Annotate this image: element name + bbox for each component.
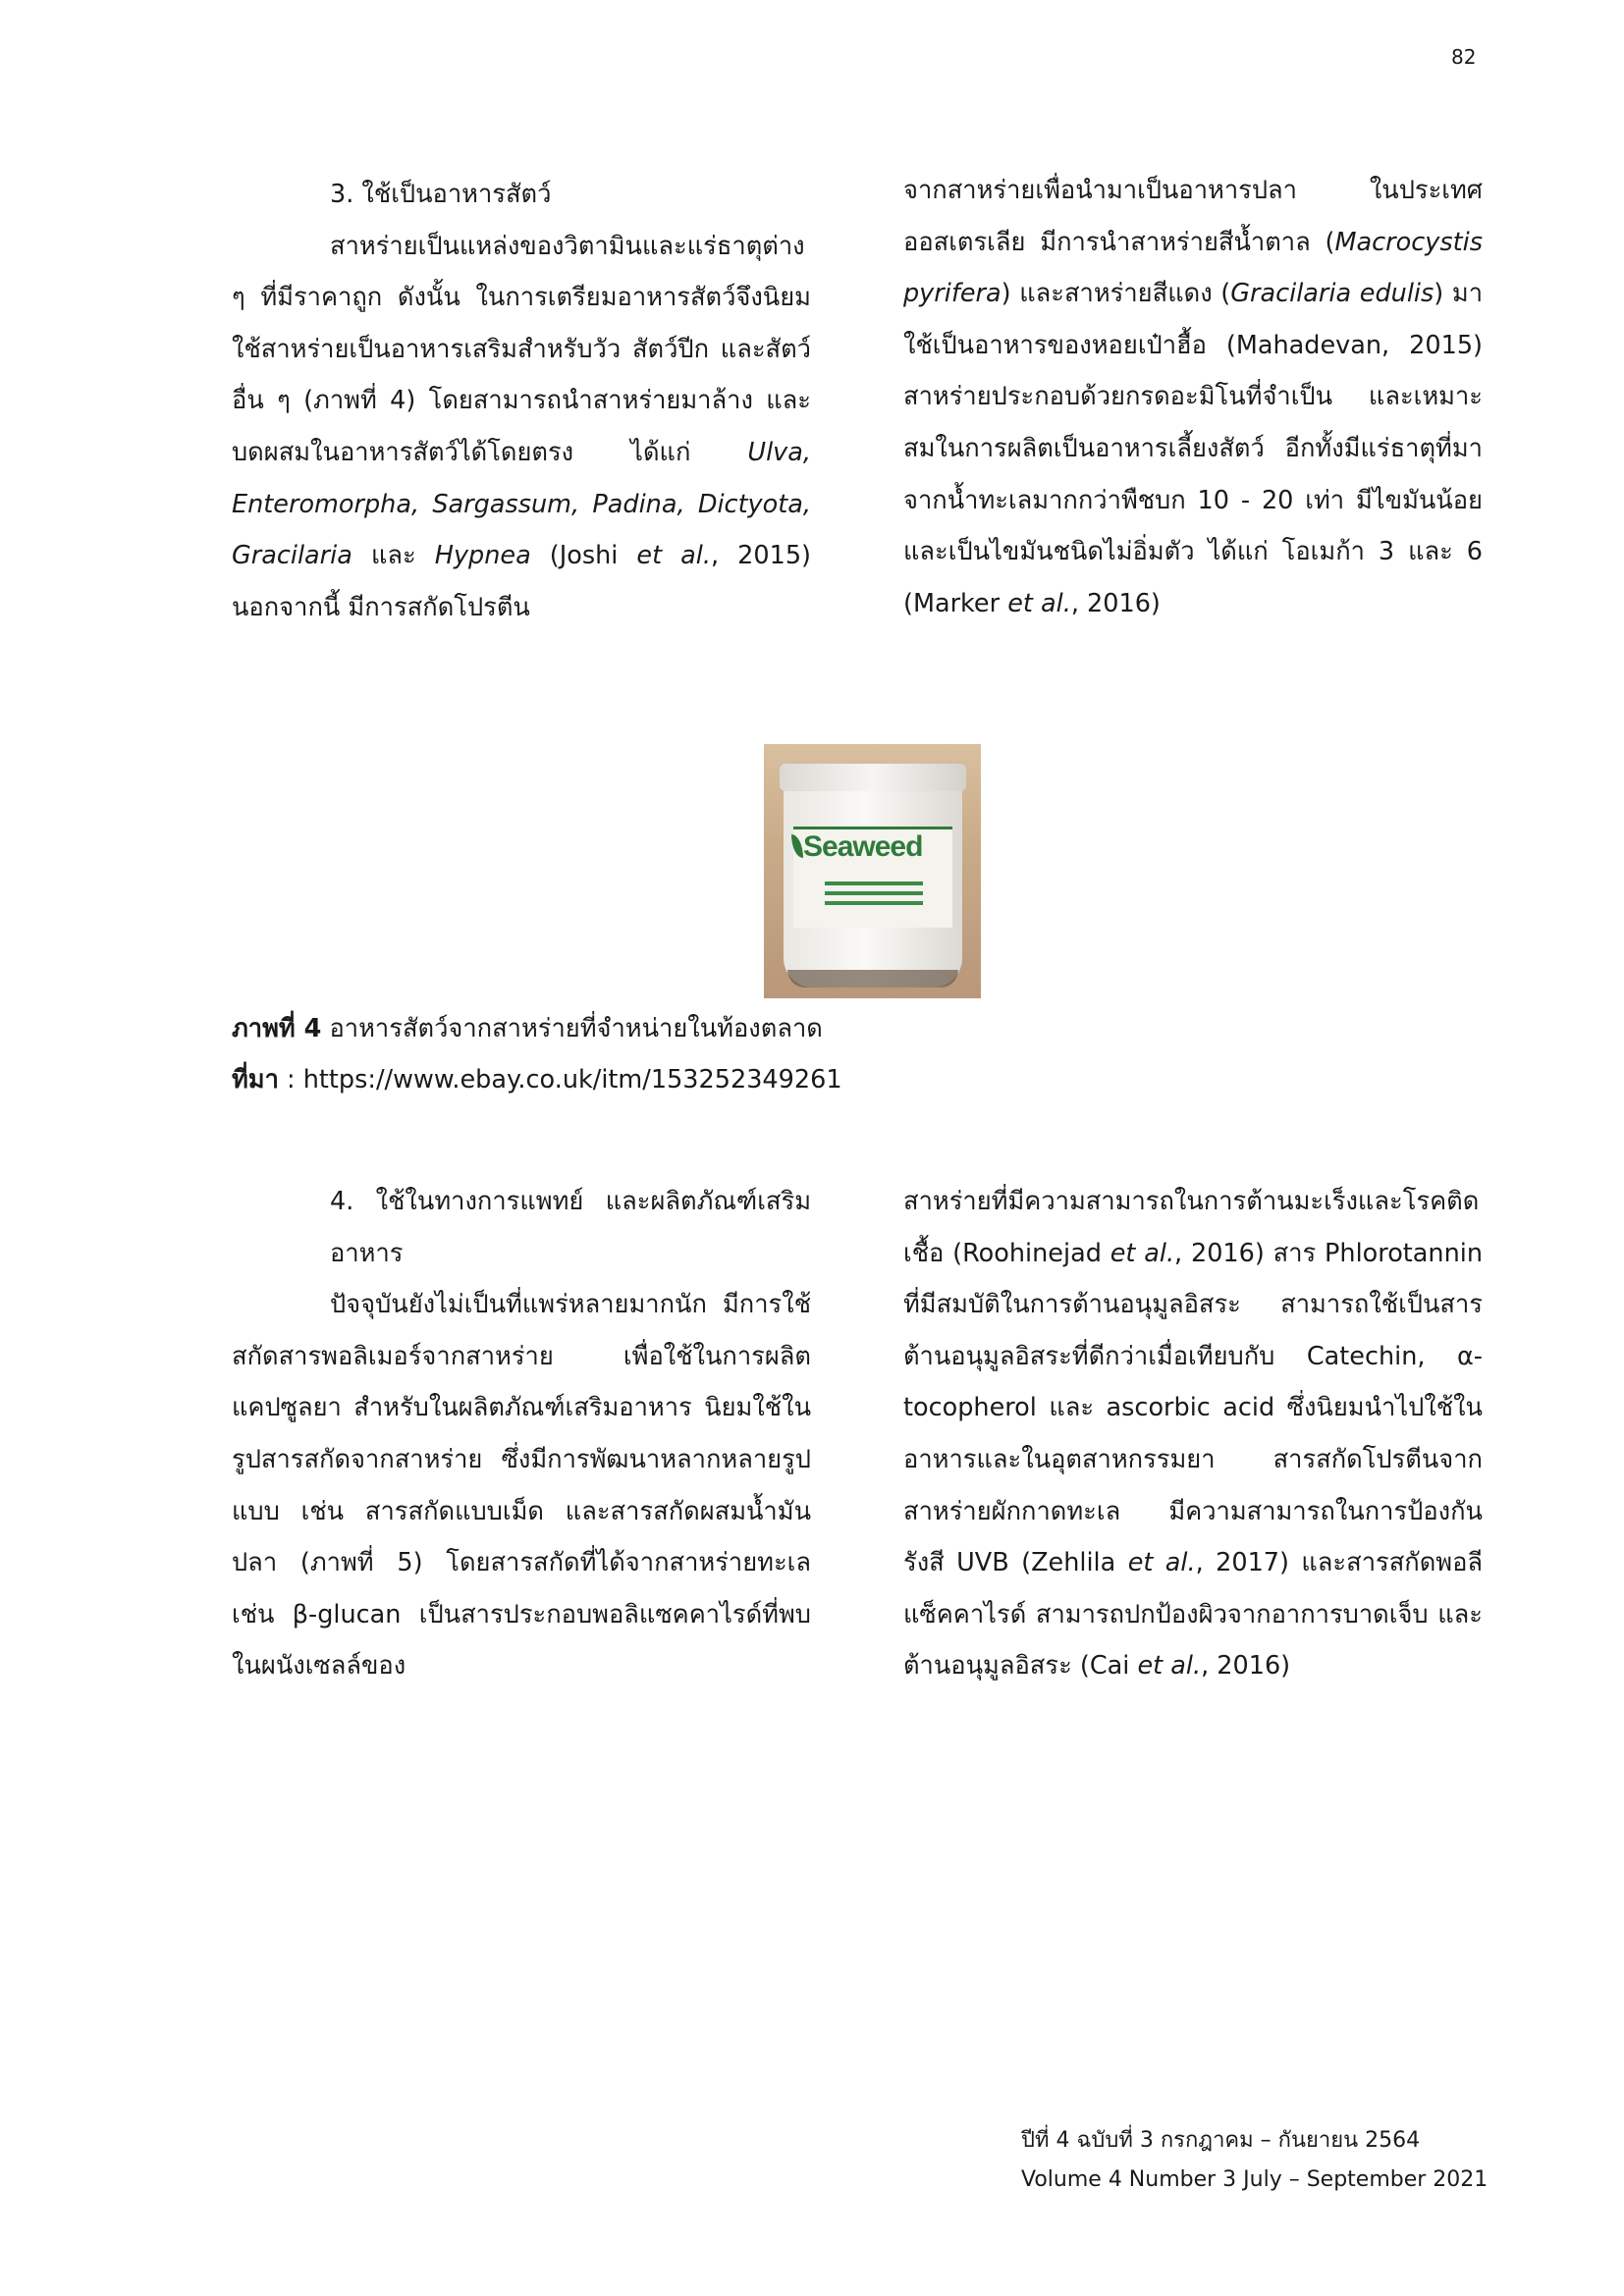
bucket-base xyxy=(787,970,958,988)
section-4-left-column xyxy=(232,1176,811,1692)
footer-english: Volume 4 Number 3 July – September 2021 xyxy=(1021,2167,1489,2192)
bucket-lid xyxy=(780,764,966,791)
section-3-left-paragraph: สาหร่ายเป็นแหล่งของวิตามินและแร่ธาตุต่าง ๆ ที่มีราคาถูก ดังนั้น ในการเตรียมอาหารสัตว์จึงนิยมใช้สาหร่ายเป็นอาหารเสริมสำหรับวัว สัตว์ปีก และสัตว์อื่น ๆ (ภาพที่ 4) โดยสามารถนำสาหร่ายมาล้าง และบดผสมในอาหารสัตว์ได้โดยตรง ได้แก่ Ulva, Enteromorpha, Sargassum, Padina, Dictyota, Gracilaria และ Hypnea (Joshi et al., 2015) นอกจากนี้ มีการสกัดโปรตีน xyxy=(232,231,811,622)
italic-term: Hypnea xyxy=(434,541,531,571)
italic-term: Ulva, Enteromorpha, Sargassum, Padina, Dictyota, Gracilaria xyxy=(232,437,811,571)
figure-caption-label: ภาพที่ 4 xyxy=(232,1014,322,1043)
section-3-heading: 3. ใช้เป็นอาหารสัตว์ xyxy=(330,180,552,209)
section-3-right-column xyxy=(903,165,1483,629)
seaweed-feed-bucket-photo xyxy=(764,744,981,998)
italic-term: et al. xyxy=(1127,1548,1196,1578)
section-3-right-paragraph: จากสาหร่ายเพื่อนำมาเป็นอาหารปลา ในประเทศออสเตรเลีย มีการนำสาหร่ายสีน้ำตาล (Macrocystis pyrifera) และสาหร่ายสีแดง (Gracilaria edulis) มาใช้เป็นอาหารของหอยเป๋าฮื้อ (Mahadevan, 2015) สาหร่ายประกอบด้วยกรดอะมิโนที่จำเป็น และเหมาะสมในการผลิตเป็นอาหารเลี้ยงสัตว์ อีกทั้งมีแร่ธาตุที่มาจากน้ำทะเลมากกว่าพืชบก 10 - 20 เท่า มีไขมันน้อย และเป็นไขมันชนิดไม่อิ่มตัว ได้แก่ โอเมก้า 3 และ 6 (Marker et al., 2016) xyxy=(903,176,1484,618)
italic-term: et al. xyxy=(1110,1238,1175,1268)
italic-term: et al. xyxy=(1137,1651,1202,1682)
footer-thai: ปีที่ 4 ฉบับที่ 3 กรกฎาคม – กันยายน 2564 xyxy=(1021,2128,1421,2153)
italic-term: et al. xyxy=(1007,588,1071,618)
brand-text: Seaweed xyxy=(803,830,923,863)
figure-source-label: ที่มา xyxy=(232,1065,279,1095)
section-4-left-paragraph: ปัจจุบันยังไม่เป็นที่แพร่หลายมากนัก มีการใช้สกัดสารพอลิเมอร์จากสาหร่าย เพื่อใช้ในการผลิตแคปซูลยา สำหรับในผลิตภัณฑ์เสริมอาหาร นิยมใช้ในรูปสารสกัดจากสาหร่าย ซึ่งมีการพัฒนาหลากหลายรูปแบบ เช่น สารสกัดแบบเม็ด และสารสกัดผสมน้ำมันปลา (ภาพที่ 5) โดยสารสกัดที่ได้จากสาหร่ายทะเล เช่น β-glucan เป็นสารประกอบพอลิแซคคาไรด์ที่พบในผนังเซลล์ของ xyxy=(232,1290,811,1682)
section-4-heading: 4. ใช้ในทางการแพทย์ และผลิตภัณฑ์เสริมอาหาร xyxy=(330,1187,811,1268)
figure-caption xyxy=(232,1009,823,1048)
section-3-left-column xyxy=(232,169,811,633)
label-decoration xyxy=(825,881,923,911)
section-4-right-paragraph: สาหร่ายที่มีความสามารถในการต้านมะเร็งและโรคติดเชื้อ (Roohinejad et al., 2016) สาร Phlorotannin ที่มีสมบัติในการต้านอนุมูลอิสระ สามารถใช้เป็นสารต้านอนุมูลอิสระที่ดีกว่าเมื่อเทียบกับ Catechin, α-tocopherol และ ascorbic acid ซึ่งนิยมนำไปใช้ในอาหารและในอุตสาหกรรมยา สารสกัดโปรตีนจากสาหร่ายผักกาดทะเล มีความสามารถในการป้องกันรังสี UVB (Zehlila et al., 2017) และสารสกัดพอลีแซ็คคาไรด์ สามารถปกป้องผิวจากอาการบาดเจ็บ และต้านอนุมูลอิสระ (Cai et al., 2016) xyxy=(903,1187,1484,1682)
italic-term: et al. xyxy=(636,541,711,571)
section-4-right-column xyxy=(903,1176,1483,1692)
page-number: 82 xyxy=(1451,45,1477,69)
italic-term: Gracilaria edulis xyxy=(1230,279,1435,309)
figure-caption-text: อาหารสัตว์จากสาหร่ายที่จำหน่ายในท้องตลาด xyxy=(321,1014,823,1043)
italic-term: Macrocystis pyrifera xyxy=(903,227,1483,309)
figure-source xyxy=(232,1060,842,1099)
figure-source-url: : https://www.ebay.co.uk/itm/153252349261 xyxy=(278,1065,842,1095)
